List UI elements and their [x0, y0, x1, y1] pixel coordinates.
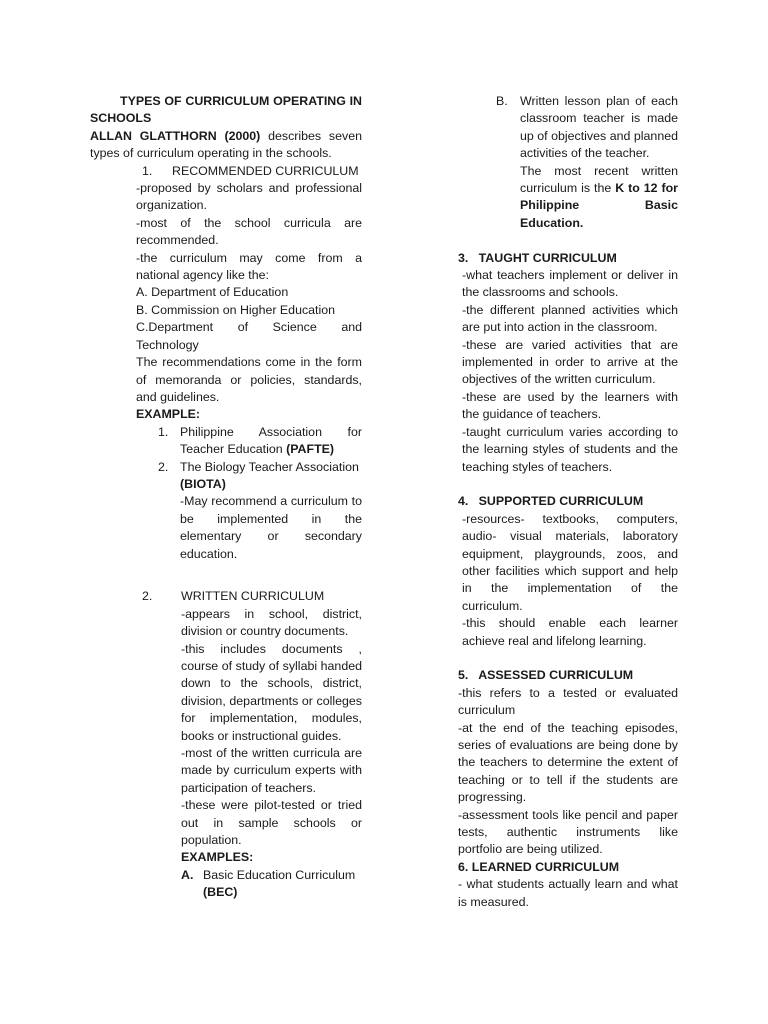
- section-3-title: 3. TAUGHT CURRICULUM: [458, 250, 617, 265]
- s2-line: -this includes documents , course of study of syllabi handed down to the schools, district, division, departments or colleges for implementation, modules, books or instructional guides.: [181, 641, 362, 743]
- s5-line: -assessment tools like pencil and paper tests, authentic instruments like portfolio are being utilized.: [458, 807, 678, 857]
- example-letter: B.: [496, 94, 508, 108]
- s1-line: C.Department of Science and Technology: [136, 320, 362, 352]
- s1-line: -the curriculum may come from a national agency like the:: [136, 250, 362, 283]
- s3-line: -these are varied activities that are implemented in order to arrive at the objectives of the written curriculum.: [462, 337, 678, 387]
- right-column: [458, 93, 678, 911]
- example-b-text-2: The most recent written curriculum is the: [520, 163, 678, 196]
- example-acronym: (BEC): [203, 885, 238, 900]
- s2-line: -these were pilot-tested or tried out in sample schools or population.: [181, 798, 362, 848]
- section-recommended: [90, 163, 362, 563]
- example-number: 2.: [158, 459, 169, 474]
- s2-line: -appears in school, district, division or country documents.: [181, 606, 362, 639]
- example-letter: A.: [181, 867, 194, 882]
- left-column: [90, 93, 362, 902]
- s6-line: - what students actually learn and what is measured.: [458, 877, 678, 909]
- section-assessed: [458, 667, 678, 858]
- s4-line: -this should enable each learner achieve real and lifelong learning.: [462, 616, 678, 648]
- s3-line: -taught curriculum varies according to the learning styles of students and the teaching styles of teachers.: [462, 424, 678, 474]
- s1-example-label: EXAMPLE:: [136, 407, 201, 422]
- section-2-number: 2.: [142, 589, 153, 604]
- written-example-b: [458, 93, 678, 232]
- section-1-title: RECOMMENDED CURRICULUM: [172, 163, 359, 178]
- s1-line: A. Department of Education: [136, 285, 289, 300]
- s1-line: B. Commission on Higher Education: [136, 302, 336, 317]
- section-learned: [458, 859, 678, 911]
- s2-body: [90, 606, 362, 902]
- s1-line: -proposed by scholars and professional organization.: [136, 181, 362, 213]
- intro-author: ALLAN GLATTHORN (2000): [90, 128, 261, 143]
- s1-line: The recommendations come in the form of memoranda or policies, standards, and guidelines.: [136, 355, 362, 404]
- intro-text: describes seven types of curriculum operating in the schools.: [90, 128, 362, 161]
- s1-line: -most of the school curricula are recommended.: [136, 215, 362, 248]
- s2-line: -most of the written curricula are made by curriculum experts with participation of teachers.: [181, 746, 362, 795]
- example-b-text: Written lesson plan of each classroom teacher is made up of objectives and planned activities of the teacher.: [520, 94, 678, 161]
- section-5-title: 5. ASSESSED CURRICULUM: [458, 668, 634, 683]
- s5-line: -at the end of the teaching episodes, series of evaluations are being done by the teachers to determine the extent of teaching or to tell if the students are progressing.: [458, 720, 678, 805]
- s1-example-note: -May recommend a curriculum to be implemented in the elementary or secondary education.: [180, 494, 362, 561]
- s1-example-item: [136, 424, 362, 459]
- example-acronym: (BIOTA): [180, 476, 226, 491]
- section-1-heading: [142, 163, 362, 180]
- section-written: [90, 588, 362, 901]
- example-text: Basic Education Curriculum: [203, 867, 356, 882]
- example-acronym: (PAFTE): [286, 442, 335, 457]
- section-1-number: 1.: [142, 163, 153, 178]
- section-supported: [458, 493, 678, 650]
- intro-paragraph: [90, 128, 362, 163]
- s3-line: -the different planned activities which are put into action in the classroom.: [462, 302, 678, 335]
- s1-example-item: [136, 459, 362, 494]
- section-2-title: WRITTEN CURRICULUM: [181, 589, 325, 604]
- example-b-highlight: K to 12 for Philippine Basic Education.: [520, 181, 678, 230]
- section-4-title: 4. SUPPORTED CURRICULUM: [458, 494, 644, 509]
- example-number: 1.: [158, 424, 169, 439]
- section-taught: [458, 250, 678, 476]
- s3-line: -these are used by the learners with the guidance of teachers.: [462, 389, 678, 422]
- example-text: Philippine Association for Teacher Education: [180, 424, 362, 457]
- s2-example-a: [181, 867, 362, 902]
- document-title: TYPES OF CURRICULUM OPERATING IN SCHOOLS: [90, 94, 362, 126]
- example-text: The Biology Teacher Association: [180, 459, 359, 474]
- s3-line: -what teachers implement or deliver in the classrooms and schools.: [462, 268, 678, 300]
- section-6-title: 6. LEARNED CURRICULUM: [458, 859, 620, 874]
- section-2-heading: [90, 588, 362, 605]
- s4-line: -resources- textbooks, computers, audio- visual materials, laboratory equipment, playgrounds, zoos, and other facilities which support and help in the implementation of the curriculum.: [462, 511, 678, 613]
- s5-line: -this refers to a tested or evaluated curriculum: [458, 685, 678, 718]
- s2-examples-label: EXAMPLES:: [181, 850, 254, 865]
